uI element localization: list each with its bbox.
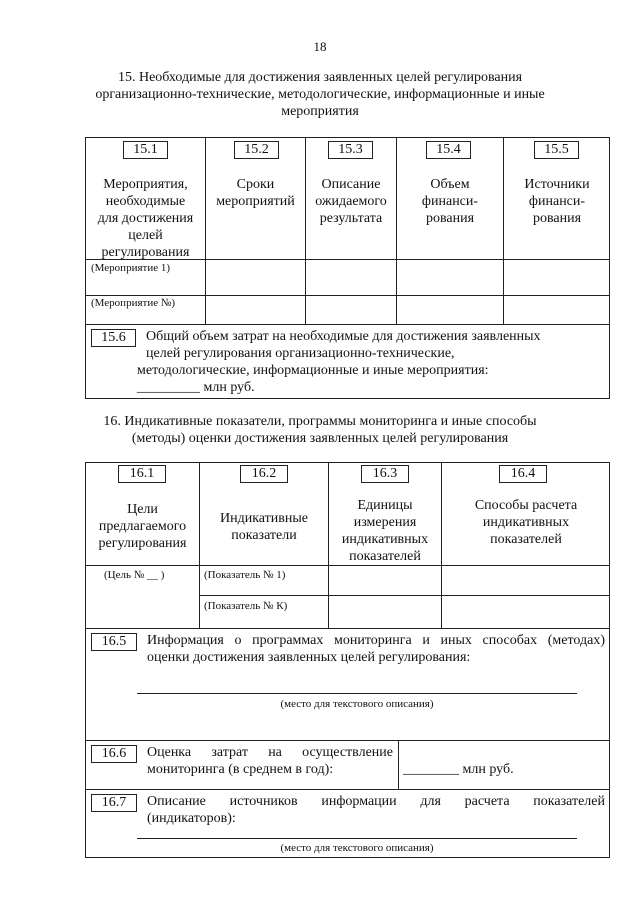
blank-field: ________ [403, 762, 459, 777]
sources-line2: (индикаторов): [147, 811, 236, 826]
code-15-1: 15.1 [123, 141, 168, 159]
info-line1: Информация о программах мониторинга и иных способах (методах) [147, 633, 605, 648]
heading-line: организационно-технические, методологические, информационные и иные [95, 87, 545, 102]
total-cost-line3: методологические, информационные и иные мероприятия: [137, 363, 489, 378]
heading-line: 16. Индикативные показатели, программы мониторинга и иные способы [103, 414, 537, 429]
cost-line2: мониторинга (в среднем в год): [147, 762, 334, 777]
code-16-7: 16.7 [91, 794, 137, 812]
section-16-heading [60, 413, 580, 447]
col-header-15-2: Сроки мероприятий [216, 177, 295, 209]
code-16-4: 16.4 [499, 465, 547, 483]
table-row: (Показатель № К) [204, 600, 288, 612]
heading-line: 15. Необходимые для достижения заявленных целей регулирования [117, 70, 523, 85]
total-cost-line2: целей регулирования организационно-технические, [146, 346, 455, 361]
goal-cell: (Цель № __ ) [104, 569, 165, 581]
total-cost-line1: Общий объем затрат на необходимые для достижения заявленных [146, 329, 541, 344]
code-15-3: 15.3 [328, 141, 373, 159]
code-16-6: 16.6 [91, 745, 137, 763]
code-16-1: 16.1 [118, 465, 166, 483]
table-row: (Показатель № 1) [204, 569, 286, 581]
sources-line1: Описание источников информации для расчета показателей [147, 794, 605, 809]
col-header-15-5: Источники финанси- рования [524, 177, 590, 226]
code-16-5: 16.5 [91, 633, 137, 651]
col-header-16-1: Цели предлагаемого регулирования [98, 502, 187, 551]
code-15-6: 15.6 [91, 329, 136, 347]
text-underline [137, 838, 577, 839]
heading-line: мероприятия [281, 104, 359, 119]
col-header-16-4: Способы расчета индикативных показателей [474, 498, 578, 547]
page-number: 18 [313, 39, 327, 54]
table-row: (Мероприятие №) [91, 297, 175, 309]
info-line2: оценки достижения заявленных целей регулирования: [147, 650, 471, 665]
blank-field: _________ [137, 380, 200, 395]
col-header-16-2: Индикативные показатели [220, 511, 308, 543]
col-header-15-3: Описание ожидаемого результата [315, 177, 387, 226]
col-header-15-1: Мероприятия, необходимые для достижения целей регулирования [97, 177, 194, 260]
placeholder-text: (место для текстового описания) [280, 842, 434, 854]
code-15-5: 15.5 [534, 141, 579, 159]
code-16-3: 16.3 [361, 465, 409, 483]
col-header-16-3: Единицы измерения индикативных показателей [341, 498, 429, 564]
total-cost-value [137, 379, 437, 396]
unit-label: млн руб. [203, 380, 255, 395]
code-15-2: 15.2 [234, 141, 279, 159]
code-16-2: 16.2 [240, 465, 288, 483]
placeholder-text: (место для текстового описания) [280, 698, 434, 710]
col-header-15-4: Объем финанси- рования [421, 177, 479, 226]
heading-line: (методы) оценки достижения заявленных целей регулирования [131, 431, 509, 446]
unit-label: млн руб. [462, 762, 514, 777]
table-row: (Мероприятие 1) [91, 262, 171, 274]
cost-value [403, 761, 603, 778]
code-15-4: 15.4 [426, 141, 471, 159]
cost-line1: Оценка затрат на осуществление [147, 745, 393, 760]
text-underline [137, 693, 577, 694]
section-15-heading [60, 69, 580, 120]
